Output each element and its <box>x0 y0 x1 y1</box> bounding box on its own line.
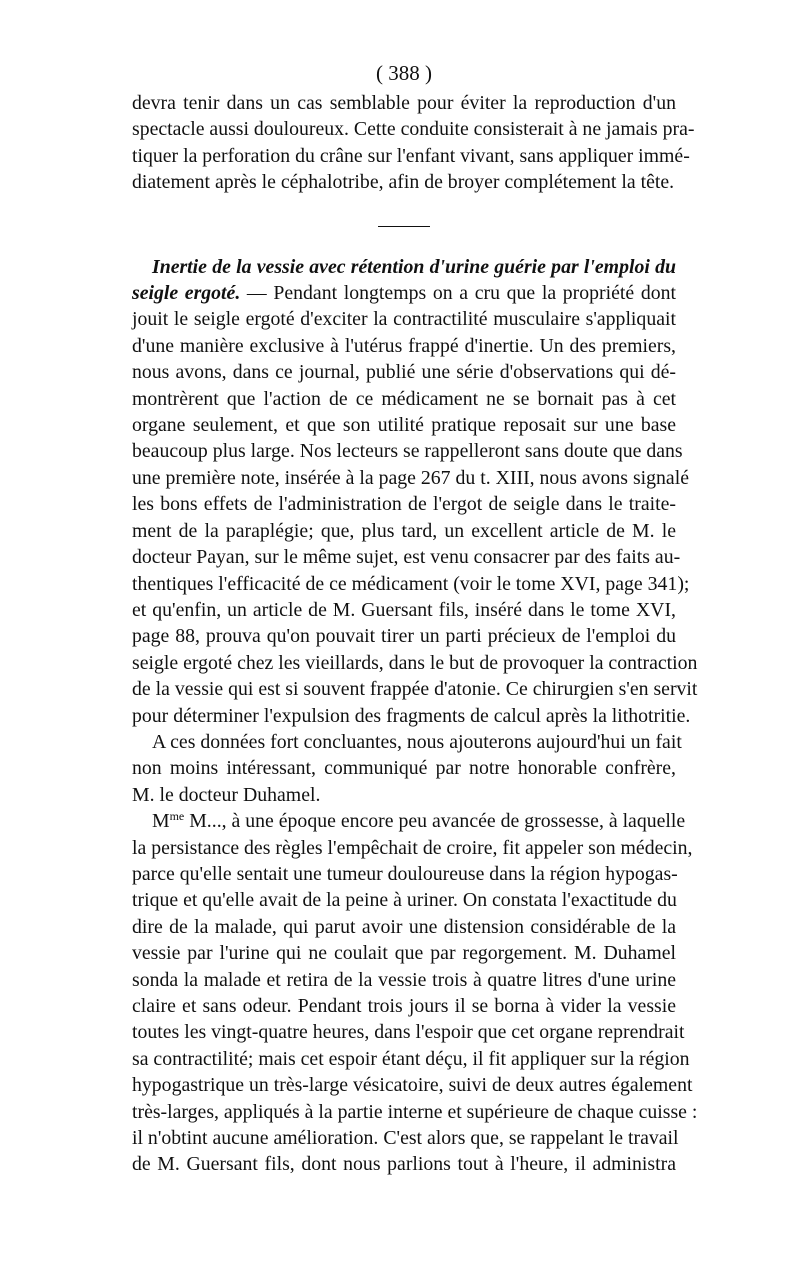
article-heading: Inertie de la vessie avec rétention d'urine guérie par l'emploi du <box>152 255 676 278</box>
text-line: très-larges, appliqués à la partie interne et supérieure de chaque cuisse : <box>132 1100 698 1123</box>
text-line: pour déterminer l'expulsion des fragments de calcul après la lithotritie. <box>132 704 691 727</box>
text-line: sonda la malade et retira de la vessie trois à quatre litres d'une urine <box>132 968 676 991</box>
text-line: il n'obtint aucune amélioration. C'est alors que, se rappelant le travail <box>132 1127 679 1150</box>
text-line: toutes les vingt-quatre heures, dans l'espoir que cet organe reprendrait <box>132 1021 685 1044</box>
text-line: seigle ergoté chez les vieillards, dans le but de provoquer la contraction <box>132 651 698 674</box>
text-line: docteur Payan, sur le même sujet, est venu consacrer par des faits au- <box>132 546 681 569</box>
text-line: tiquer la perforation du crâne sur l'enfant vivant, sans appliquer immé- <box>132 144 690 167</box>
paragraph-donnees <box>132 729 682 808</box>
text-line: ment de la paraplégie; que, plus tard, un excellent article de M. le <box>132 519 676 542</box>
text-line: et qu'enfin, un article de M. Guersant fils, inséré dans le tome XVI, <box>132 598 676 621</box>
text-line: parce qu'elle sentait une tumeur douloureuse dans la région hypogas- <box>132 862 678 885</box>
text-line: thentiques l'efficacité de ce médicament (voir le tome XVI, page 341); <box>132 572 690 595</box>
text-line: de la vessie qui est si souvent frappée d'atonie. Ce chirurgien s'en servit <box>132 678 698 701</box>
text-run: M..., à une époque encore peu avancée de grossesse, à laquelle <box>184 810 686 833</box>
text-line: jouit le seigle ergoté d'exciter la contractilité musculaire s'appliquait <box>132 308 676 331</box>
text-line: d'une manière exclusive à l'utérus frappé d'inertie. Un des premiers, <box>132 334 676 357</box>
text-run: — Pendant longtemps on a cru que la propriété dont <box>240 282 676 305</box>
text-line: de M. Guersant fils, dont nous parlions tout à l'heure, il administra <box>132 1153 676 1176</box>
paragraph-continuation <box>132 90 695 196</box>
text-line: spectacle aussi douloureux. Cette conduite consisterait à ne jamais pra- <box>132 118 695 141</box>
text-line: A ces données fort concluantes, nous ajouterons aujourd'hui un fait <box>152 730 682 753</box>
text-run: M <box>152 810 170 833</box>
text-line: la persistance des règles l'empêchait de croire, fit appeler son médecin, <box>132 836 693 859</box>
document-page <box>132 60 698 1178</box>
section-divider <box>378 226 430 227</box>
text-line: dire de la malade, qui parut avoir une distension considérable de la <box>132 915 676 938</box>
text-line: claire et sans odeur. Pendant trois jours il se borna à vider la vessie <box>132 995 676 1017</box>
text-line: une première note, insérée à la page 267 du t. XIII, nous avons signalé <box>132 466 689 489</box>
text-line: devra tenir dans un cas semblable pour éviter la reproduction d'un <box>132 92 676 114</box>
text-line: non moins intéressant, communiqué par notre honorable confrère, <box>132 757 676 780</box>
text-line: page 88, prouva qu'on pouvait tirer un parti précieux de l'emploi du <box>132 625 676 648</box>
text-line: beaucoup plus large. Nos lecteurs se rappelleront sans doute que dans <box>132 440 683 463</box>
text-line: nous avons, dans ce journal, publié une série d'observations qui dé- <box>132 361 676 384</box>
page-number: ( 388 ) <box>376 61 432 85</box>
text-line: sa contractilité; mais cet espoir étant déçu, il fit appliquer sur la région <box>132 1047 690 1070</box>
text-line: vessie par l'urine qui ne coulait que par regorgement. M. Duhamel <box>132 942 676 965</box>
text-line: M. le docteur Duhamel. <box>132 783 321 806</box>
text-line <box>132 280 676 306</box>
article-heading-end: seigle ergoté. <box>132 282 241 305</box>
text-line: organe seulement, et que son utilité pratique reposait sur une base <box>132 414 676 437</box>
text-line: les bons effets de l'administration de l'ergot de seigle dans le traite- <box>132 493 676 516</box>
paragraph-observation <box>132 808 698 1178</box>
text-line: hypogastrique un très-large vésicatoire, suivi de deux autres également <box>132 1074 693 1097</box>
text-line <box>132 808 686 834</box>
superscript: me <box>169 809 185 824</box>
text-line: trique et qu'elle avait de la peine à uriner. On constata l'exactitude du <box>132 889 677 912</box>
text-line: diatement après le céphalotribe, afin de broyer complétement la tête. <box>132 171 675 194</box>
text-line: montrèrent que l'action de ce médicament ne se bornait pas à cet <box>132 387 676 410</box>
article-inertie-vessie <box>132 254 698 729</box>
